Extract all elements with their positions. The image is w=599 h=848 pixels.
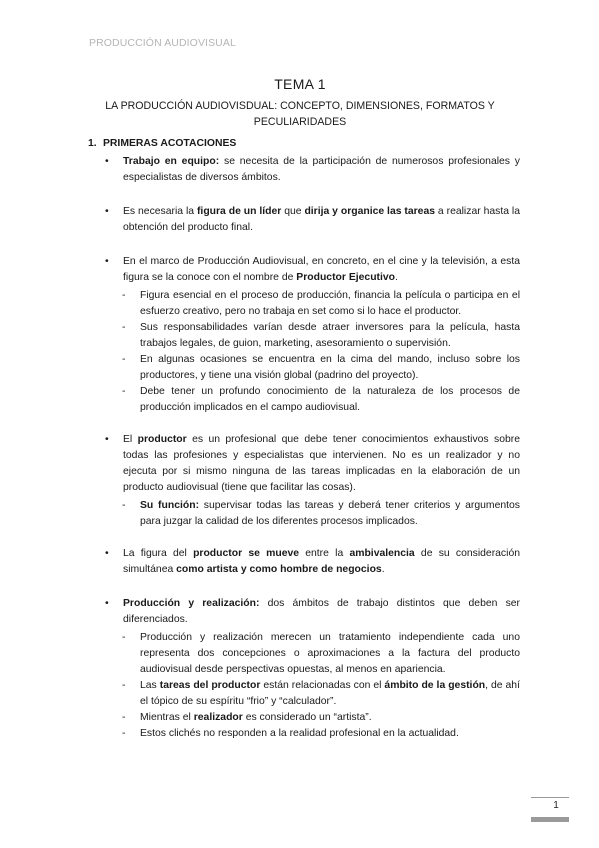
bullet-text: a realizar hasta la obtención del producto final. [123,206,520,233]
sub-item-bold-text: ámbito de la gestión [384,680,486,691]
section-heading [88,136,520,152]
bullet-text: de su consideración simultánea [123,548,520,575]
sub-item [88,630,520,678]
bullet-item [88,254,520,286]
sub-item-bold-text: Su función: [140,500,200,511]
bullet-bold-text: productor se mueve [193,548,300,559]
page-number: 1 [553,800,559,811]
bullet-text: En el marco de Producción Audiovisual, en concreto, en el cine y la televisión, a esta figura se la conoce con el nombre de [123,256,520,283]
sub-item-bold-text: realizador [193,712,243,723]
bullet-marker: • [105,548,109,559]
title-block [90,76,510,130]
chapter-title: TEMA 1 [274,76,326,92]
dash-marker: - [122,500,126,511]
bullet-bold-text: ambivalencia [349,548,415,559]
bullet-text: dos ámbitos de trabajo distintos que deben ser diferenciados. [123,598,521,625]
sub-item-text: Estos clichés no responden a la realidad profesional en la actualidad. [140,728,459,739]
subtitle-line-2: PECULIARIDADES [253,116,347,128]
bullet-bold-text: figura de un líder [196,206,282,217]
dash-marker: - [122,680,126,691]
dash-marker: - [122,632,126,643]
bullet-marker: • [105,156,109,167]
bullet-text: La figura del [123,548,194,559]
sub-item [88,288,520,320]
bullet-text: . [381,564,385,575]
subtitle-line-1: LA PRODUCCIÓN AUDIOVISDUAL: CONCEPTO, DIMENSIONES, FORMATOS Y [105,100,495,112]
bullet-marker: • [105,206,109,217]
bullet-bold-text: Producción y realización: [123,598,260,609]
sub-item-text: es considerado un “artista”. [242,712,372,723]
bullet-text: es un profesional que debe tener conocimientos exhaustivos sobre todas las profesiones y especialistas que intervienen. No es un realizador y no ejecuta por si mismo ninguna de las tareas implicadas en la elaboración de un producto audiovisual (tiene que facilitar las cosas). [123,434,520,493]
dash-marker: - [122,322,126,333]
sub-item [88,678,520,710]
dash-marker: - [122,712,126,723]
sub-item-text: Mientras el [140,712,194,723]
sub-item [88,384,520,416]
sub-item-text: Debe tener un profundo conocimiento de la naturaleza de los procesos de producción implicados en el campo audiovisual. [140,386,520,413]
footer-rule [531,797,569,798]
bullet-bold-text: productor [137,434,187,445]
sub-item-text: Sus responsabilidades varían desde atraer inversores para la película, hasta trabajos legales, de guion, marketing, asesoramiento o supervisión. [140,322,520,349]
sub-item-text: Producción y realización merecen un tratamiento independiente cada uno representa dos concepciones o aproximaciones a la factura del producto audiovisual desde perspectivas opuestas, al menos en apariencia. [140,632,520,675]
bullet-text: entre la [299,548,350,559]
section-number: 1. [88,138,97,149]
bullet-marker: • [105,256,109,267]
bullet-text: que [281,206,305,217]
bullet-text: . [395,272,398,283]
bullet-item [88,546,520,578]
running-header: PRODUCCIÓN AUDIOVISUAL [89,37,236,49]
bullet-item [88,204,520,236]
sub-item-text: En algunas ocasiones se encuentra en la cima del mando, incluso sobre los productores, y tiene una visión global (padrino del proyecto). [140,354,520,381]
bullet-text: se necesita de la participación de numerosos profesionales y especialistas de diversos ámbitos. [123,156,520,183]
bullet-item [88,154,520,186]
bullet-bold-text: como artista y como hombre de negocios [176,564,382,575]
bullet-text: Es necesaria la [123,206,197,217]
sub-item-text: están relacionadas con el [260,680,385,691]
sub-item-bold-text: tareas del productor [159,680,261,691]
bullet-bold-text: Productor Ejecutivo [296,272,396,283]
bullet-item [88,596,520,628]
bullet-bold-text: dirija y organice las tareas [304,206,436,217]
dash-marker: - [122,290,126,301]
bullet-marker: • [105,434,109,445]
bullet-text: El [123,434,138,445]
bullet-marker: • [105,598,109,609]
dash-marker: - [122,386,126,397]
sub-item [88,320,520,352]
chapter-subtitle [90,98,510,130]
section-title: PRIMERAS ACOTACIONES [103,138,237,149]
dash-marker: - [122,728,126,739]
sub-item-text: , de ahí el tópico de su espíritu “frio” y “calculador”. [140,680,520,707]
sub-item-text: supervisar todas las tareas y deberá tener criterios y argumentos para juzgar la calidad de los diferentes procesos implicados. [140,500,520,527]
sub-item [88,498,520,530]
sub-item [88,710,520,726]
bullet-item [88,432,520,496]
sub-item-text: Las [140,680,160,691]
dash-marker: - [122,354,126,365]
bullet-bold-text: Trabajo en equipo: [123,156,220,167]
sub-item [88,352,520,384]
sub-item-text: Figura esencial en el proceso de producción, financia la película o participa en el esfuerzo creativo, pero no trabaja en set como si lo hace el productor. [140,290,520,317]
sub-item [88,726,520,742]
footer-bar [531,817,569,822]
document-body [88,136,520,742]
